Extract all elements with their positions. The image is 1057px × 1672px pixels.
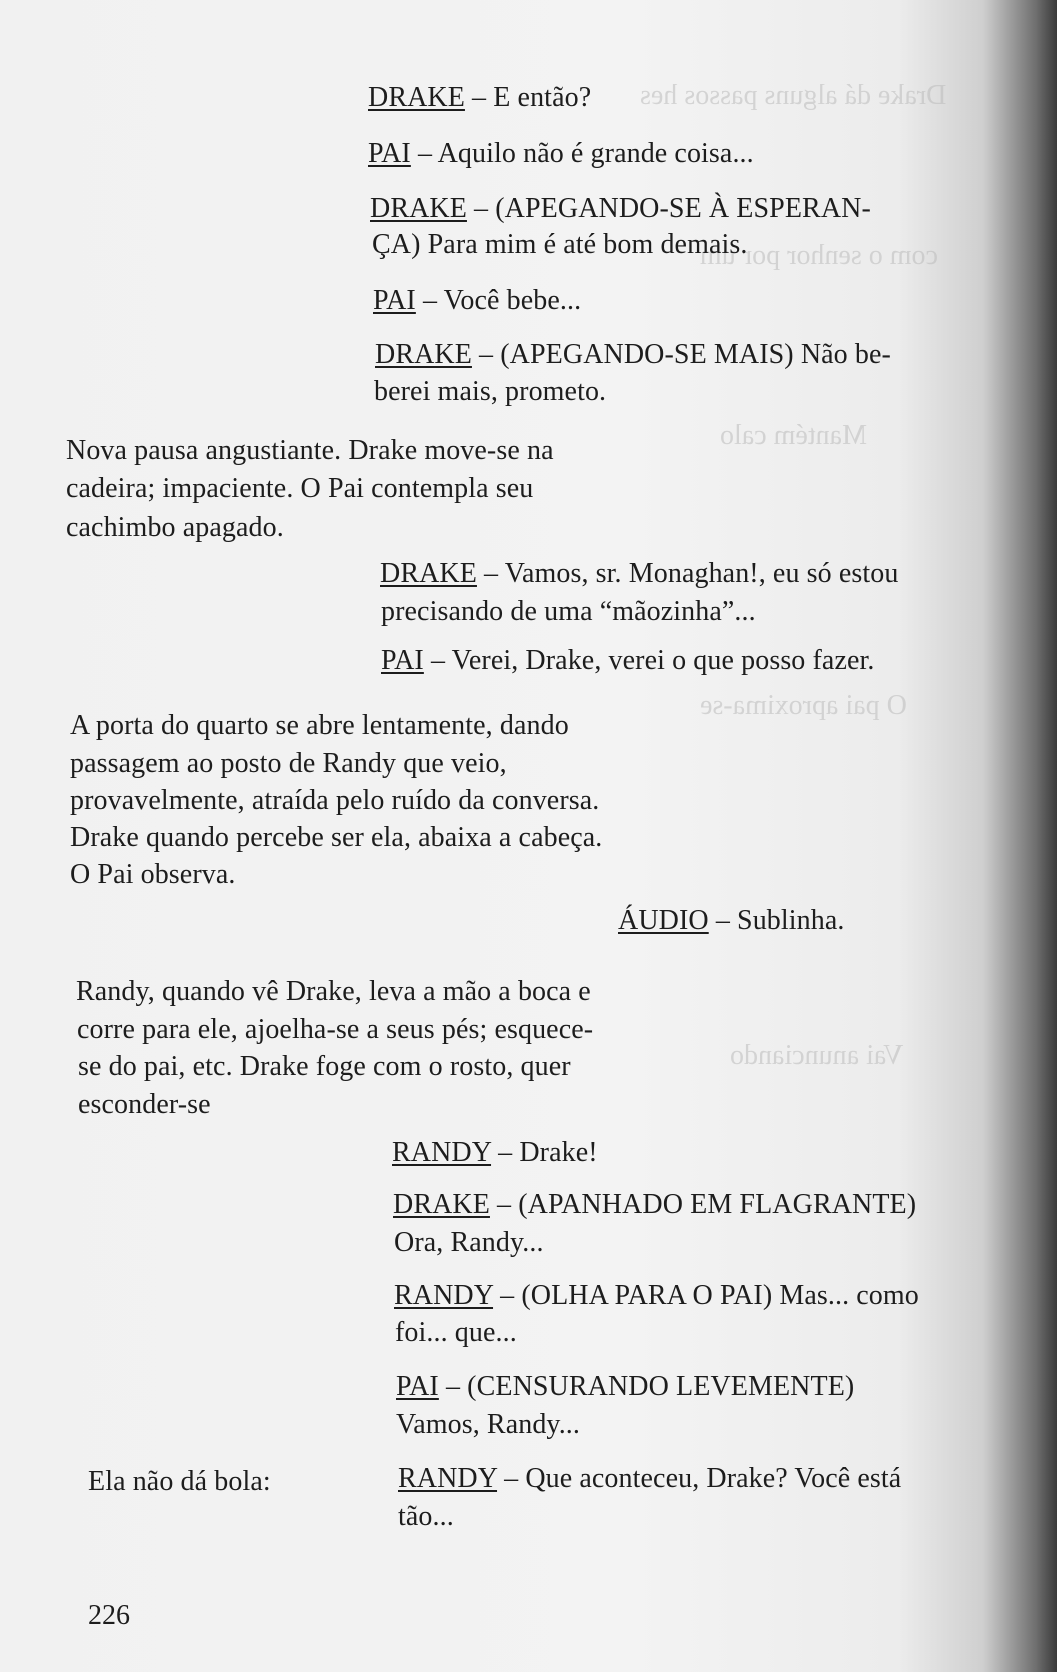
script-line: [380, 556, 898, 592]
line-text: se do pai, etc. Drake foge com o rosto, quer: [78, 1051, 571, 1082]
speaker-name: RANDY: [394, 1280, 494, 1311]
line-text: Randy, quando vê Drake, leva a mão a boca e: [76, 976, 591, 1007]
line-text: Ela não dá bola:: [88, 1466, 271, 1497]
show-through-text: Mantém calo: [720, 420, 867, 451]
line-text: ÇA) Para mim é até bom demais.: [372, 229, 748, 260]
speaker-name: DRAKE: [380, 558, 477, 589]
line-text: – Sublinha.: [708, 905, 845, 936]
script-line: [393, 1187, 916, 1223]
script-line: [374, 374, 606, 410]
line-text: tão...: [398, 1501, 454, 1532]
line-text: precisando de uma “mãozinha”...: [381, 596, 756, 627]
speaker-name: PAI: [373, 285, 416, 316]
line-text: Nova pausa angustiante. Drake move-se na: [66, 435, 554, 466]
line-text: – Verei, Drake, verei o que posso fazer.: [423, 645, 875, 676]
line-text: – Vamos, sr. Monaghan!, eu só estou: [476, 558, 899, 589]
script-line: [396, 1407, 580, 1443]
script-line: [381, 594, 756, 630]
line-text: Ora, Randy...: [394, 1227, 544, 1258]
script-line: [398, 1499, 454, 1535]
speaker-name: PAI: [381, 645, 424, 676]
script-line: [396, 1369, 854, 1405]
script-line: [392, 1135, 598, 1171]
stage-direction-line: [66, 471, 533, 507]
speaker-name: DRAKE: [375, 339, 472, 370]
stage-direction-line: [78, 1049, 571, 1085]
line-text: cadeira; impaciente. O Pai contempla seu: [66, 473, 534, 504]
line-text: provavelmente, atraída pelo ruído da conversa.: [70, 785, 600, 816]
script-line: [373, 283, 581, 319]
line-text: Vamos, Randy...: [396, 1409, 581, 1440]
line-text: – Que aconteceu, Drake? Você está: [497, 1463, 902, 1494]
stage-direction-line: [88, 1464, 271, 1500]
line-text: Drake quando percebe ser ela, abaixa a cabeça.: [70, 822, 603, 853]
line-text: cachimbo apagado.: [66, 512, 284, 543]
line-text: – (APEGANDO-SE MAIS) Não be-: [471, 339, 891, 370]
script-line: [394, 1278, 919, 1314]
line-text: – (APEGANDO-SE À ESPERAN-: [466, 193, 871, 224]
script-line: [398, 1461, 901, 1497]
stage-direction-line: [70, 857, 235, 893]
line-text: – Drake!: [491, 1137, 598, 1168]
stage-direction-line: [70, 708, 569, 744]
speaker-name: DRAKE: [393, 1189, 490, 1220]
line-text: – (APANHADO EM FLAGRANTE): [489, 1189, 917, 1220]
script-line: [395, 1315, 517, 1351]
script-line: [368, 80, 591, 116]
audio-cue-line: [618, 903, 844, 939]
stage-direction-line: [70, 746, 507, 782]
line-text: – Aquilo não é grande coisa...: [410, 138, 754, 169]
speaker-name: DRAKE: [370, 193, 467, 224]
line-text: esconder-se: [78, 1089, 211, 1120]
line-text: – (CENSURANDO LEVEMENTE): [438, 1371, 855, 1402]
stage-direction-line: [77, 1012, 593, 1048]
stage-direction-line: [70, 783, 599, 819]
script-line: [368, 136, 754, 172]
stage-direction-line: [70, 820, 602, 856]
script-line: [370, 191, 871, 227]
show-through-text: O pai aproxima-se: [700, 690, 907, 721]
stage-direction-line: [76, 974, 591, 1010]
speaker-name: ÁUDIO: [618, 905, 709, 936]
show-through-text: Drake dá alguns passos hes: [640, 80, 947, 111]
line-text: corre para ele, ajoelha-se a seus pés; esquece-: [77, 1014, 594, 1045]
stage-direction-line: [66, 510, 284, 546]
line-text: berei mais, prometo.: [374, 376, 607, 407]
page-number: 226: [88, 1600, 130, 1631]
line-text: – (OLHA PARA O PAI) Mas... como: [493, 1280, 919, 1311]
show-through-text: com o senhor por um: [700, 240, 938, 271]
line-text: foi... que...: [395, 1317, 517, 1348]
stage-direction-line: [78, 1087, 211, 1123]
speaker-name: DRAKE: [368, 82, 465, 113]
line-text: passagem ao posto de Randy que veio,: [70, 748, 507, 779]
line-text: – E então?: [464, 82, 592, 113]
stage-direction-line: [66, 433, 554, 469]
script-line: [381, 643, 875, 679]
speaker-name: RANDY: [392, 1137, 492, 1168]
line-text: A porta do quarto se abre lentamente, dando: [70, 710, 569, 741]
speaker-name: PAI: [396, 1371, 439, 1402]
speaker-name: PAI: [368, 138, 411, 169]
line-text: – Você bebe...: [415, 285, 582, 316]
speaker-name: RANDY: [398, 1463, 498, 1494]
script-line: [394, 1225, 544, 1261]
line-text: O Pai observa.: [70, 859, 236, 890]
script-line: [375, 337, 891, 373]
script-line: [372, 227, 747, 263]
show-through-text: Vai anunciando: [730, 1040, 904, 1071]
